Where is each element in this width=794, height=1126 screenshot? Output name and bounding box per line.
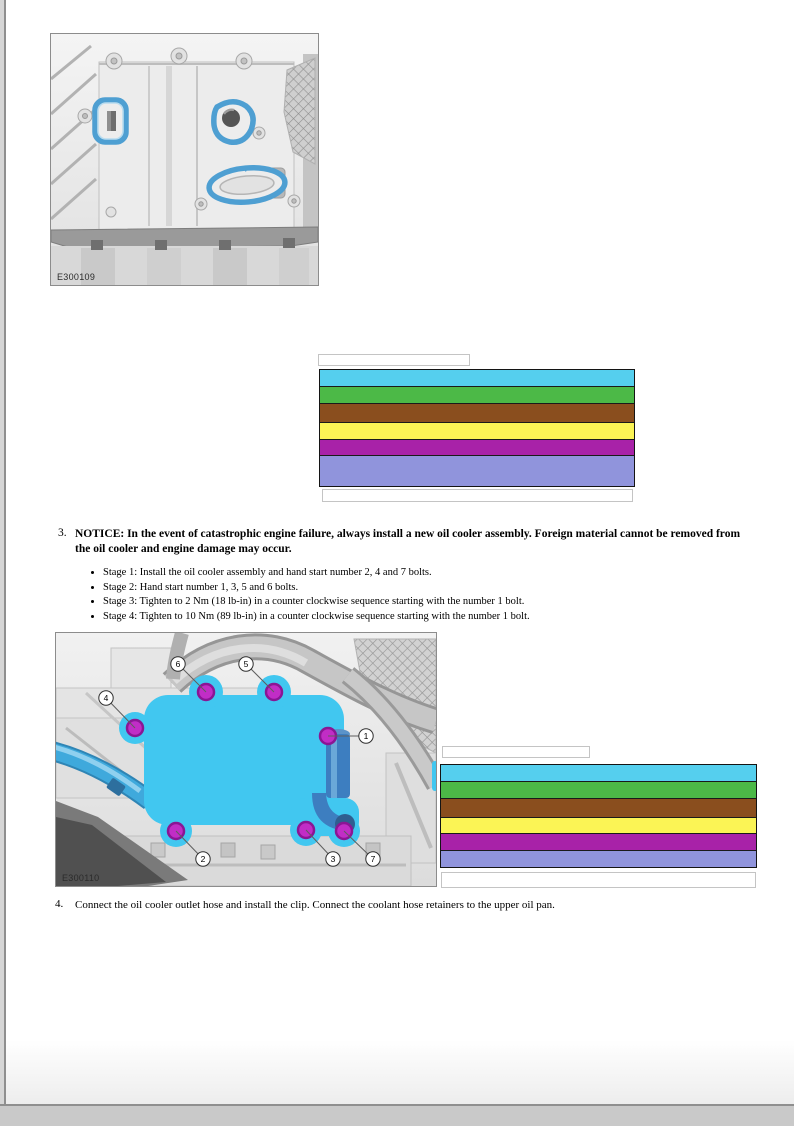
engine-gaskets-illustration xyxy=(51,34,318,285)
color-band-brown xyxy=(320,403,634,422)
svg-text:3: 3 xyxy=(330,854,336,864)
callout-1 xyxy=(359,729,373,743)
figure-oil-cooler-sequence xyxy=(55,632,437,887)
oil-cooler-illustration xyxy=(56,633,436,886)
svg-text:6: 6 xyxy=(175,659,181,669)
figure2-label: E300110 xyxy=(62,873,100,883)
stage-4-item: • Stage 4: Tighten to 10 Nm (89 lb-in) in a counter clockwise sequence starting with the number 1 bolt. xyxy=(103,610,758,624)
step-3-number: 3. xyxy=(58,527,67,539)
callout-3 xyxy=(326,852,340,866)
stage-list xyxy=(75,566,758,624)
caption-box-bottom-2 xyxy=(441,872,756,888)
callout-7 xyxy=(366,852,380,866)
color-band-cyan xyxy=(441,765,756,781)
figure-engine-gaskets xyxy=(50,33,319,286)
callout-5 xyxy=(239,657,253,671)
page-bottom-shade xyxy=(6,1040,794,1104)
color-band-magenta xyxy=(320,439,634,456)
color-band-cyan xyxy=(320,370,634,386)
color-band-yellow xyxy=(320,422,634,439)
step-4 xyxy=(55,898,755,912)
stage-2-item: • Stage 2: Hand start number 1, 3, 5 and 6 bolts. xyxy=(103,581,758,595)
caption-box-top-1 xyxy=(318,354,470,366)
color-band-block-1 xyxy=(319,369,635,487)
svg-text:2: 2 xyxy=(200,854,206,864)
svg-text:7: 7 xyxy=(370,854,376,864)
step-3-body xyxy=(75,527,758,624)
caption-box-top-2 xyxy=(442,746,590,758)
color-band-green xyxy=(320,386,634,403)
color-band-periwinkle xyxy=(320,455,634,486)
step-4-text: Connect the oil cooler outlet hose and install the clip. Connect the coolant hose retainers to the upper oil pan. xyxy=(75,899,555,911)
stage-1-item: • Stage 1: Install the oil cooler assembly and hand start number 2, 4 and 7 bolts. xyxy=(103,566,758,580)
color-band-magenta xyxy=(441,833,756,850)
color-band-periwinkle xyxy=(441,850,756,867)
color-band-block-2 xyxy=(440,764,757,868)
color-band-yellow xyxy=(441,817,756,834)
notice-text: NOTICE: In the event of catastrophic engine failure, always install a new oil cooler assembly. Foreign material cannot be removed from the oil cooler and engine damage may occur. xyxy=(75,528,741,555)
step-3 xyxy=(58,527,758,624)
svg-text:5: 5 xyxy=(243,659,249,669)
page-left-edge-line xyxy=(4,0,6,1106)
stage-3-item: • Stage 3: Tighten to 2 Nm (18 lb-in) in a counter clockwise sequence starting with the number 1 bolt. xyxy=(103,595,758,609)
callout-4 xyxy=(99,691,113,705)
svg-text:4: 4 xyxy=(103,693,109,703)
callout-6 xyxy=(171,657,185,671)
callout-2 xyxy=(196,852,210,866)
figure1-label: E300109 xyxy=(57,272,96,282)
color-band-green xyxy=(441,781,756,798)
viewer-background-bar xyxy=(0,1106,794,1126)
svg-text:1: 1 xyxy=(363,731,369,741)
color-band-brown xyxy=(441,798,756,817)
caption-box-bottom-1 xyxy=(322,489,633,502)
step-4-number: 4. xyxy=(55,898,64,910)
